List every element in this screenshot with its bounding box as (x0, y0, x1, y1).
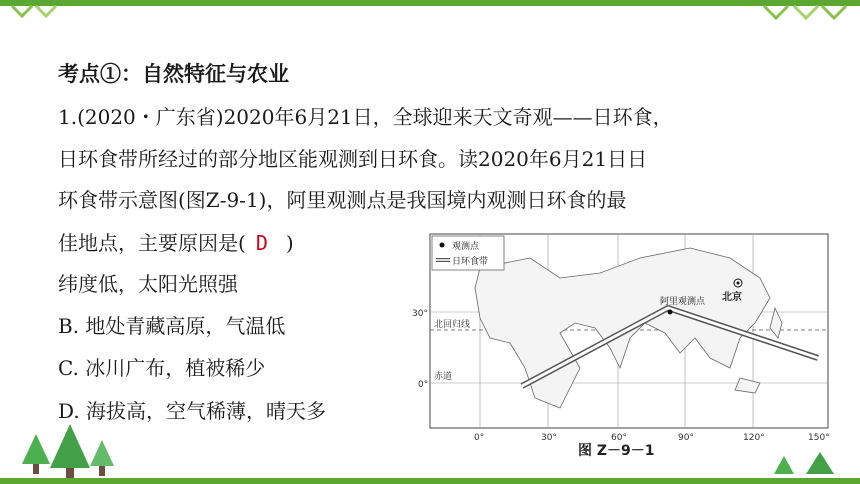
beijing-label: 北京 (722, 292, 742, 303)
question-line-4 (58, 229, 294, 257)
question-line-3: 环食带示意图(图Z-9-1)，阿里观测点是我国境内观测日环食的最 (58, 188, 627, 212)
eclipse-map (410, 228, 830, 462)
option-b: B. 地处青藏高原，气温低 (58, 314, 286, 338)
lon-label: 60° (611, 433, 627, 443)
question-line-4-suffix: ) (285, 231, 294, 255)
tropic-label: 北回归线 (434, 320, 471, 330)
leaf-decoration-icon (8, 4, 68, 20)
equator-label: 赤道 (434, 372, 453, 382)
ali-label: 阿里观测点 (660, 297, 706, 307)
top-decor-bar (0, 0, 860, 6)
lat-label-30: 30° (412, 309, 428, 319)
tree-decoration-icon (770, 452, 850, 480)
tree-decoration-icon (18, 424, 118, 480)
option-a: 纬度低，太阳光照强 (58, 272, 238, 296)
option-d: D. 海拔高，空气稀薄，晴天多 (58, 399, 327, 423)
answer-mark: D (255, 231, 268, 255)
lat-label-0: 0° (418, 380, 429, 390)
ali-point-icon (668, 310, 673, 315)
lon-label: 30° (541, 433, 557, 443)
lon-label: 90° (678, 433, 694, 443)
lon-label: 120° (743, 433, 765, 443)
legend-point-label: 观测点 (452, 242, 480, 252)
leaf-decoration-icon (760, 4, 850, 22)
legend-point-icon (440, 243, 445, 248)
option-c: C. 冰川广布，植被稀少 (58, 356, 266, 380)
section-heading: 考点①：自然特征与农业 (58, 61, 289, 86)
lon-label: 150° (808, 433, 830, 443)
lon-label: 0° (474, 433, 485, 443)
bottom-decor-bar (0, 478, 860, 484)
question-line-2: 日环食带所经过的部分地区能观测到日环食。读2020年6月21日日 (58, 147, 648, 171)
legend-band-label: 日环食带 (452, 257, 489, 267)
question-line-1: 1.(2020・广东省)2020年6月21日，全球迎来天文奇观——日环食， (58, 105, 673, 129)
question-line-4-prefix: 佳地点，主要原因是( (58, 231, 246, 255)
map-caption: 图 Z－9－1 (578, 443, 655, 459)
